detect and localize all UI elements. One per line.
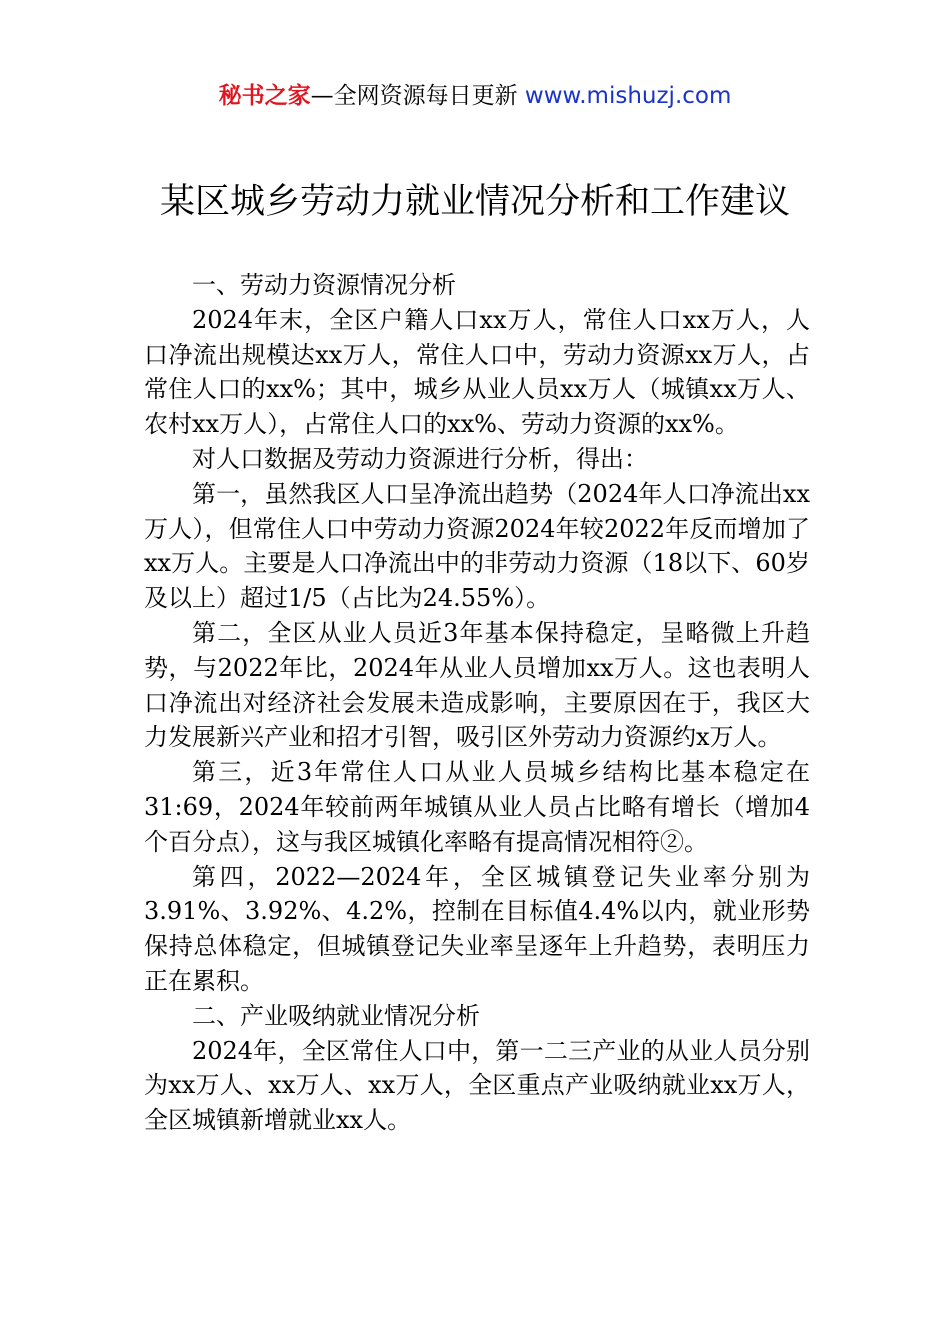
section-heading-1: 一、劳动力资源情况分析 bbox=[192, 271, 456, 299]
paragraph: 第二，全区从业人员近3年基本保持稳定，呈略微上升趋势，与2022年比，2024年从业人员增加xx万人。这也表明人口净流出对经济社会发展未造成影响，主要原因在于，我区大力发展新兴产业和招才引智，吸引区外劳动力资源约x万人。 bbox=[144, 618, 810, 752]
paragraph: 2024年末，全区户籍人口xx万人，常住人口xx万人，人口净流出规模达xx万人，常住人口中，劳动力资源xx万人，占常住人口的xx%；其中，城乡从业人员xx万人（城镇xx万人、农村xx万人），占常住人口的xx%、劳动力资源的xx%。 bbox=[144, 305, 810, 439]
paragraph: 第三，近3年常住人口从业人员城乡结构比基本稳定在31:69，2024年较前两年城镇从业人员占比略有增长（增加4个百分点），这与我区城镇化率略有提高情况相符②。 bbox=[144, 758, 810, 856]
site-url-link[interactable]: www.mishuzj.com bbox=[524, 83, 732, 109]
paragraph: 第四，2022—2024年，全区城镇登记失业率分别为3.91%、3.92%、4.2%，控制在目标值4.4%以内，就业形势保持总体稳定，但城镇登记失业率呈逐年上升趋势，表明压力正在累积。 bbox=[144, 862, 810, 995]
paragraph: 2024年，全区常住人口中，第一二三产业的从业人员分别为xx万人、xx万人、xx万人，全区重点产业吸纳就业xx万人，全区城镇新增就业xx人。 bbox=[144, 1036, 810, 1135]
paragraph: 对人口数据及劳动力资源进行分析，得出： bbox=[192, 444, 648, 473]
brand-name: 秘书之家 bbox=[218, 83, 311, 109]
header-tagline: —全网资源每日更新 bbox=[310, 83, 518, 109]
paragraph: 第一，虽然我区人口呈净流出趋势（2024年人口净流出xx万人），但常住人口中劳动力资源2024年较2022年反而增加了xx万人。主要是人口净流出中的非劳动力资源（18以下、60岁及以上）超过1/5（占比为24.55%）。 bbox=[144, 479, 810, 613]
document-title: 某区城乡劳动力就业情况分析和工作建议 bbox=[159, 182, 790, 222]
site-header bbox=[0, 80, 950, 112]
document-body bbox=[144, 268, 810, 1138]
section-heading-2: 二、产业吸纳就业情况分析 bbox=[192, 1001, 480, 1030]
